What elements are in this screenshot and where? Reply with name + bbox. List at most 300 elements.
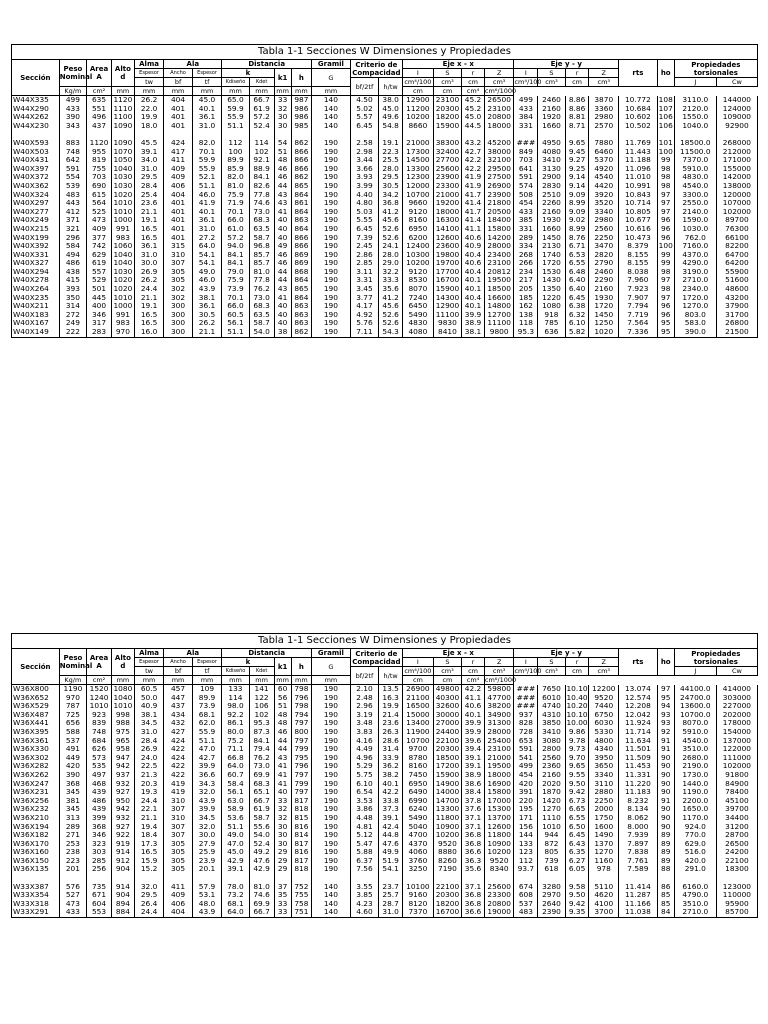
table-cell: 30: [274, 831, 291, 840]
table-cell: 6.38: [565, 302, 589, 311]
table-cell: 1000: [113, 301, 133, 311]
table-cell: 202000: [716, 711, 757, 720]
table-cell: 1030: [113, 266, 133, 276]
table-cell: 574: [514, 182, 538, 191]
table-cell: 36.1: [192, 113, 222, 122]
table-cell: 2200.0: [674, 797, 716, 806]
table-cell: 38.4: [462, 788, 485, 797]
table-cell: 51: [274, 148, 291, 157]
table-cell: 343: [59, 122, 86, 131]
table-cell: 140: [312, 908, 351, 917]
table-cell: 39.9: [462, 719, 485, 728]
table-cell: 5040: [403, 823, 434, 832]
table-cell: 142000: [716, 173, 757, 182]
table-cell: 95: [657, 328, 674, 337]
table-cell: 4.16: [350, 737, 378, 746]
table-cell: 26.2: [134, 96, 164, 105]
table-cell: 449: [59, 754, 86, 763]
table-cell: 439: [87, 788, 112, 797]
table-cell: 45.0: [222, 848, 249, 857]
table-cell: 102: [249, 711, 274, 720]
table-cell: 46: [274, 173, 291, 182]
col-ry: r: [565, 69, 589, 78]
table-cell: 629: [87, 251, 112, 260]
table-cell: 190: [312, 182, 351, 191]
table-cell: 64.0: [222, 762, 249, 771]
table-cell: 7440: [589, 702, 619, 711]
table-cell: 75.9: [222, 276, 249, 285]
table-cell: 18.4: [134, 831, 164, 840]
table-cell: 2020: [538, 780, 565, 789]
table-cell: 44.5: [462, 122, 485, 131]
table-cell: 1010: [87, 702, 112, 711]
table-body: [12, 685, 758, 918]
table-cell: 4100: [589, 900, 619, 909]
table-cell: 85.7: [249, 251, 274, 260]
table-cell: 313: [59, 814, 86, 823]
table-cell: 864: [291, 294, 311, 303]
table-cell: 3.83: [350, 728, 378, 737]
table-cell: 4080: [538, 148, 565, 157]
table-cell: 420.0: [674, 857, 716, 866]
col-area: Area A: [87, 60, 112, 87]
table-cell: 39.9: [462, 728, 485, 737]
table-cell: 9520: [589, 694, 619, 703]
table-cell: 98: [657, 285, 674, 294]
table-cell: 190: [312, 814, 351, 823]
table-cell: 24.4: [134, 797, 164, 806]
table-cell: 14300: [433, 294, 461, 303]
table-cell: 883: [59, 139, 86, 148]
table-cell: 642: [59, 156, 86, 165]
table-cell: 43: [274, 754, 291, 763]
col-ala-ancho: Ancho: [164, 658, 192, 667]
table-cell: 381: [59, 797, 86, 806]
table-cell: 41.4: [462, 216, 485, 225]
table-cell: 40.1: [462, 285, 485, 294]
unit-ho: cm: [433, 87, 461, 96]
table-cell: 40: [274, 302, 291, 311]
table-cell: 73.9: [222, 285, 249, 294]
table-cell: 1350: [538, 285, 565, 294]
col-sy: S: [538, 658, 565, 667]
table-cell: 690: [87, 182, 112, 191]
table-cell: 102000: [716, 208, 757, 217]
table-cell: 25600: [484, 883, 514, 892]
table-cell: 3300.0: [674, 191, 716, 200]
table-cell: 46.0: [192, 276, 222, 285]
table-cell: 21000: [403, 139, 434, 148]
table-cell: 171: [514, 814, 538, 823]
table-cell: 76.2: [249, 285, 274, 294]
table-cell: 90: [657, 754, 674, 763]
table-cell: 42.9: [249, 865, 274, 874]
table-cell: 98: [657, 165, 674, 174]
table-cell: 17.3: [134, 840, 164, 849]
col-j: J: [674, 667, 716, 676]
table-cell: 1040.0: [674, 122, 716, 131]
unit-k1: mm: [274, 676, 291, 685]
col-ala-ancho: Ancho: [164, 69, 192, 78]
table-cell: 2360: [538, 762, 565, 771]
table-cell: 28.4: [134, 737, 164, 746]
table-cell: 872: [538, 840, 565, 849]
table-cell: 45100: [716, 797, 757, 806]
table-cell: 432: [164, 719, 192, 728]
table-cell: 3650: [589, 762, 619, 771]
table-cell: 619: [87, 259, 112, 268]
table-cell: 89.9: [192, 694, 222, 703]
table-cell: 1120: [87, 139, 112, 148]
col-gramil: Gramil: [312, 649, 351, 658]
table-cell: 986: [291, 113, 311, 122]
table-cell: 8160: [403, 216, 434, 225]
table-cell: 29.5: [134, 891, 164, 900]
table-cell: 140: [312, 113, 351, 122]
table-cell: 912: [112, 857, 135, 866]
table-cell: 81.0: [249, 883, 274, 892]
col-kdet: Kdet: [249, 78, 274, 87]
table-cell: 796: [291, 694, 311, 703]
table-cell: 92.1: [249, 156, 274, 165]
table-cell: 424: [164, 737, 192, 746]
table-cell: 3470: [589, 242, 619, 251]
table-cell: 307: [164, 831, 192, 840]
col-alma-espesor: Espesor: [134, 69, 164, 78]
section-designation-cell: W44X290: [12, 105, 60, 114]
table-cell: 6.71: [565, 242, 589, 251]
table-cell: 107: [658, 103, 673, 113]
col-tw: tw: [134, 667, 164, 676]
table-cell: 4.40: [350, 191, 378, 200]
table-cell: 499: [514, 96, 538, 105]
table-cell: 300: [164, 328, 192, 337]
table-cell: 9160: [403, 891, 434, 900]
table-cell: 42.7: [462, 148, 485, 157]
table-cell: 942: [112, 762, 135, 771]
col-kdet: Kdet: [249, 667, 274, 676]
col-rx: r: [462, 69, 485, 78]
table-cell: 770.0: [674, 831, 716, 840]
col-sx: S: [433, 69, 461, 78]
table-cell: 52.6: [379, 311, 403, 320]
table-cell: 108: [658, 94, 673, 104]
table-cell: 4800: [589, 737, 619, 746]
table-cell: 18300: [716, 865, 757, 874]
table-cell: 38000: [484, 148, 514, 157]
table-cell: 3850: [538, 719, 565, 728]
unit-tw: mm: [134, 676, 164, 685]
table-cell: 11.183: [619, 788, 658, 797]
table-cell: 59800: [484, 685, 514, 694]
col-g: G: [312, 658, 351, 676]
table-cell: 10200: [403, 113, 434, 122]
table-cell: 190: [312, 302, 351, 311]
table-cell: 11100: [433, 311, 461, 320]
table-cell: 51.1: [222, 328, 249, 337]
table-cell: 345: [59, 805, 86, 814]
table-cell: 190: [312, 208, 351, 217]
unit-kdiseno: mm: [222, 87, 249, 96]
table-cell: 591: [514, 745, 538, 754]
table-cell: 411: [164, 156, 192, 165]
col-prop-torsionales: Propiedades torsionales: [674, 649, 757, 667]
table-cell: 588: [59, 728, 86, 737]
table-cell: 12.208: [619, 702, 658, 711]
table-cell: 422: [164, 745, 192, 754]
table-cell: 84900: [716, 780, 757, 789]
table-cell: 16.5: [134, 234, 164, 243]
table-cell: 20300: [433, 891, 461, 900]
table-cell: 7.761: [619, 857, 658, 866]
table-cell: 40.4: [462, 251, 485, 260]
table-cell: 18000: [433, 208, 461, 217]
table-cell: 32100: [484, 156, 514, 165]
table-cell: 47.6: [249, 857, 274, 866]
table-cell: 23100: [433, 96, 461, 105]
table-cell: 84.1: [222, 251, 249, 260]
table-cell: 190: [312, 311, 351, 320]
table-cell: 927: [112, 788, 135, 797]
section-designation-cell: W33X291: [12, 908, 60, 917]
table-cell: 3520: [589, 199, 619, 208]
table-cell: 19.9: [379, 702, 403, 711]
table-cell: 28.0: [379, 251, 403, 260]
table-cell: 635: [87, 96, 112, 105]
table-cell: 2570: [589, 122, 619, 131]
table-cell: 937: [514, 711, 538, 720]
table-cell: 51: [274, 702, 291, 711]
table-cell: 978: [589, 865, 619, 874]
table-cell: 33: [274, 908, 291, 917]
table-cell: 190: [312, 285, 351, 294]
table-cell: 4420: [589, 182, 619, 191]
table-cell: 11900: [403, 728, 434, 737]
table-cell: 2560: [589, 225, 619, 234]
table-cell: 58.7: [249, 234, 274, 243]
table-cell: 71.9: [222, 199, 249, 208]
table-cell: 23400: [484, 251, 514, 260]
table-cell: 10.991: [619, 182, 658, 191]
table-cell: 468: [87, 780, 112, 789]
section-designation-cell: W36X231: [12, 788, 60, 797]
table-cell: 138: [514, 311, 538, 320]
table-cell: 26.9: [134, 745, 164, 754]
table-cell: 45.0: [379, 105, 403, 114]
table-cell: 404: [164, 191, 192, 200]
table-cell: 433: [514, 105, 538, 114]
table-cell: 268000: [716, 139, 757, 148]
table-cell: 2900: [538, 173, 565, 182]
table-cell: 81.0: [249, 268, 274, 277]
table-cell: 190: [312, 702, 351, 711]
table-cell: 256: [87, 865, 112, 874]
table-cell: 2160: [538, 208, 565, 217]
table-cell: 8120: [403, 900, 434, 909]
table-cell: 43: [274, 285, 291, 294]
table-cell: 7450: [403, 771, 434, 780]
table-cell: 71.1: [222, 745, 249, 754]
table-cell: 234: [514, 268, 538, 277]
table-cell: 39.4: [462, 745, 485, 754]
table-cell: 268: [514, 251, 538, 260]
table-cell: 735: [87, 883, 112, 892]
table-cell: 350: [59, 294, 86, 303]
table-cell: 10.502: [619, 122, 658, 131]
table-cell: 43.9: [192, 285, 222, 294]
table-cell: 2130: [538, 242, 565, 251]
table-cell: 18000: [484, 122, 514, 131]
col-kdiseno: Kdiseño: [222, 667, 249, 676]
table-cell: 36.8: [462, 840, 485, 849]
table-cell: 76.2: [249, 754, 274, 763]
table-cell: 725: [59, 711, 86, 720]
table-cell: 19700: [433, 259, 461, 268]
table-cell: 285: [87, 857, 112, 866]
table-cell: 49.0: [192, 268, 222, 277]
table-cell: 755: [291, 891, 311, 900]
table-cell: 52.1: [192, 173, 222, 182]
table-cell: 303000: [716, 694, 757, 703]
table-cell: 49800: [433, 685, 461, 694]
table-cell: 368: [87, 823, 112, 832]
table-cell: 8.232: [619, 797, 658, 806]
col-seccion: Sección: [12, 60, 60, 96]
table-cell: 77.8: [249, 276, 274, 285]
table-cell: 42.9: [222, 857, 249, 866]
table-cell: 16900: [484, 780, 514, 789]
section-designation-cell: W33X318: [12, 900, 60, 909]
table-cell: 10.684: [619, 105, 658, 114]
table-cell: 1100: [113, 112, 133, 122]
table-cell: 5370: [589, 156, 619, 165]
table-cell: 51.1: [222, 823, 249, 832]
section-designation-cell: W40X397: [12, 165, 60, 174]
table-cell: 3110.0: [674, 96, 716, 105]
table-cell: 36.8: [462, 891, 485, 900]
table-cell: 16.5: [134, 311, 164, 320]
table-cell: 33: [274, 797, 291, 806]
table-cell: 41.9: [462, 173, 485, 182]
table-cell: 30.0: [192, 831, 222, 840]
table-cell: 1010: [113, 292, 133, 302]
table-cell: 5.29: [350, 762, 378, 771]
table-cell: 9.42: [565, 900, 589, 909]
table-cell: 30.5: [379, 182, 403, 191]
unit-alto: mm: [112, 87, 135, 96]
table-cell: 12.574: [619, 694, 658, 703]
table-cell: 39.9: [462, 311, 485, 320]
table-cell: 66.7: [249, 908, 274, 917]
table-cell: 11800: [433, 814, 461, 823]
table-cell: 454: [514, 199, 538, 208]
table-cell: 6.40: [565, 276, 589, 285]
table-cell: 300: [164, 319, 192, 328]
table-cell: 9.55: [565, 771, 589, 780]
table-cell: 4.60: [350, 908, 378, 917]
table-cell: 7190: [433, 865, 461, 874]
table-cell: 11.038: [619, 908, 658, 917]
table-cell: 96: [657, 216, 674, 225]
table-cell: 14200: [484, 234, 514, 243]
table-cell: 16500: [403, 702, 434, 711]
table-cell: 1750: [589, 814, 619, 823]
table-cell: 13300: [403, 165, 434, 174]
col-h: h: [291, 69, 311, 87]
table-cell: 190: [312, 745, 351, 754]
table-cell: 37.1: [462, 883, 485, 892]
table-cell: 703: [514, 156, 538, 165]
table-cell: 323: [87, 840, 112, 849]
table-cell: 39.6: [462, 737, 485, 746]
section-designation-cell: W40X294: [12, 268, 60, 277]
table-cell: 583.0: [674, 319, 716, 328]
table-cell: 433: [59, 908, 86, 917]
col-rts: rts: [619, 649, 658, 676]
table-cell: 305: [164, 276, 192, 285]
table-cell: 7.564: [619, 319, 658, 328]
table-cell: 31300: [484, 719, 514, 728]
col-bf2tf: bf/2tf: [350, 78, 378, 96]
table-cell: 1450: [538, 234, 565, 243]
col-ix: I: [403, 658, 434, 667]
table-cell: 41.9: [192, 199, 222, 208]
table-cell: 51.9: [379, 857, 403, 866]
table-cell: 47.0: [192, 745, 222, 754]
table-cell: 46: [274, 259, 291, 268]
table-cell: 537: [59, 737, 86, 746]
table-cell: 68.1: [222, 900, 249, 909]
table-cell: 20800: [484, 900, 514, 909]
table-cell: 61.9: [249, 105, 274, 114]
table-cell: 7.960: [619, 276, 658, 285]
table-cell: 305: [164, 865, 192, 874]
table-cell: 190: [312, 848, 351, 857]
table-cell: 18200: [433, 900, 461, 909]
table-cell: 9120: [403, 208, 434, 217]
table-cell: 87.3: [249, 728, 274, 737]
table-cell: 970: [112, 328, 135, 337]
table-cell: 2.10: [350, 685, 378, 694]
table-cell: 8530: [403, 276, 434, 285]
table-cell: 8260: [433, 857, 461, 866]
table-cell: 98.0: [222, 702, 249, 711]
table-cell: 38.1: [134, 711, 164, 720]
table-cell: 3340: [589, 771, 619, 780]
table-cell: 2.48: [350, 694, 378, 703]
table-cell: 98: [657, 182, 674, 191]
table-cell: 310: [164, 814, 192, 823]
col-peso: Peso Nominal: [59, 60, 86, 87]
table-cell: 222: [59, 328, 86, 337]
table-cell: 4.80: [350, 199, 378, 208]
table-cell: 22100: [433, 737, 461, 746]
table-cell: 20300: [433, 745, 461, 754]
table-cell: 23900: [484, 191, 514, 200]
table-cell: 2190.0: [674, 762, 716, 771]
table-cell: 190: [312, 762, 351, 771]
unit-g: mm: [312, 87, 351, 96]
table-cell: 5330: [589, 728, 619, 737]
table-cell: 58.9: [222, 805, 249, 814]
section-designation-cell: W40X211: [12, 302, 60, 311]
table-cell: 1020: [589, 328, 619, 337]
table-cell: 68.3: [249, 216, 274, 225]
col-sy: S: [538, 69, 565, 78]
table-cell: 4.50: [350, 96, 378, 105]
table-cell: 12900: [433, 302, 461, 311]
table-cell: 18.0: [134, 122, 164, 131]
